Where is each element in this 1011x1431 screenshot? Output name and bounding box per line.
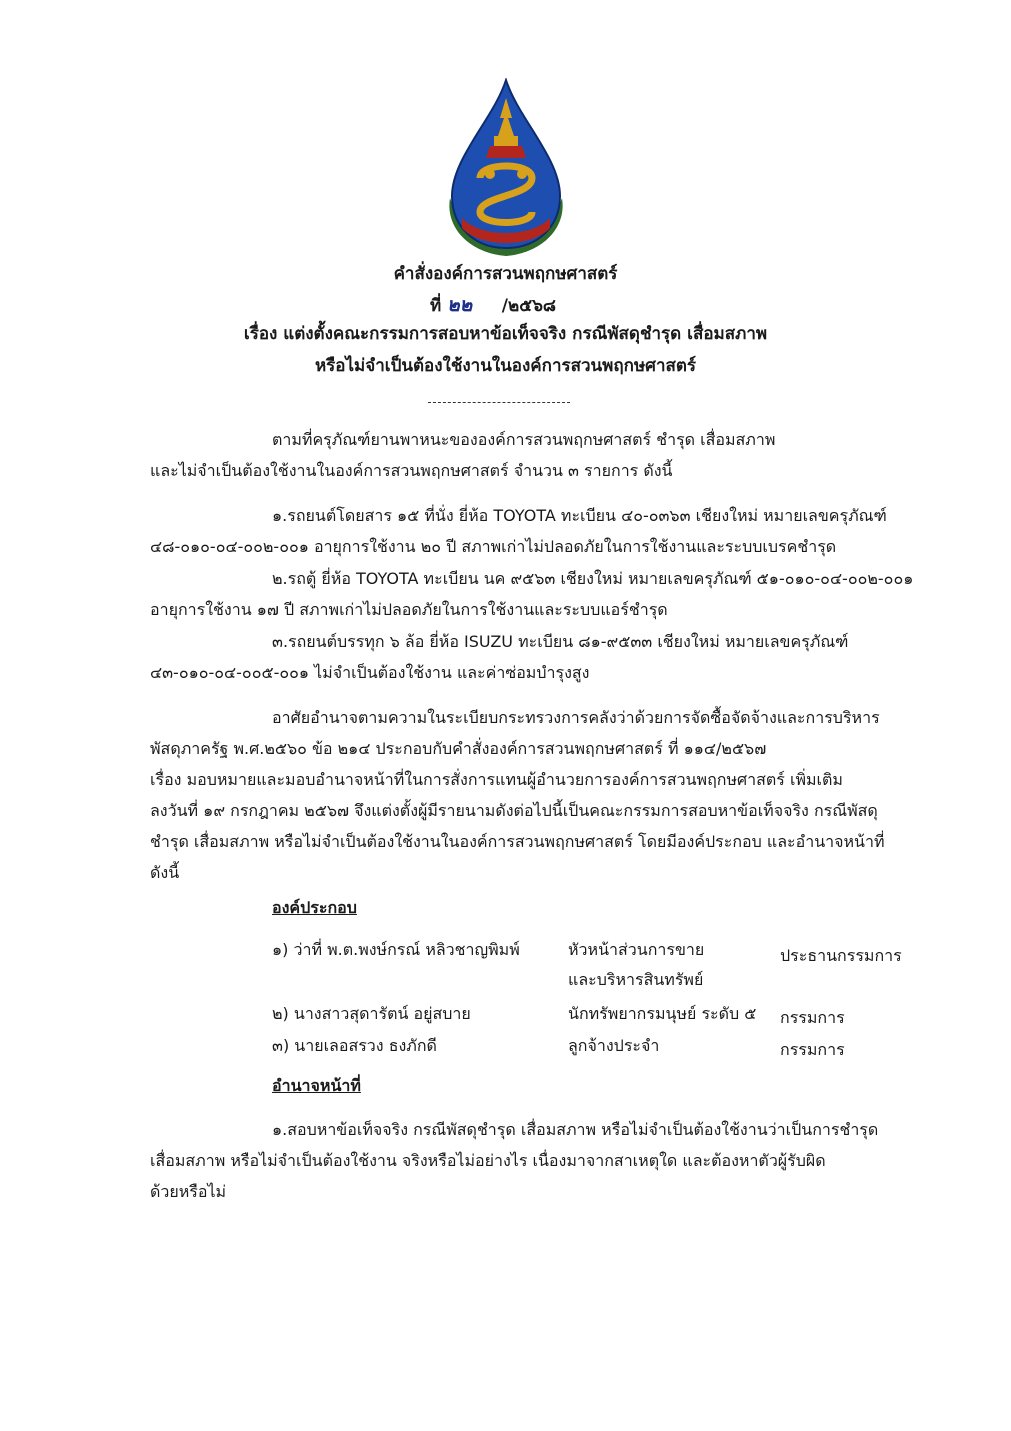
list-item <box>150 563 920 625</box>
authority-paragraph <box>150 702 920 888</box>
member-2-role: กรรมการ <box>780 1008 845 1027</box>
duties-line-3: ด้วยหรือไม่ <box>150 1182 227 1201</box>
duties-paragraph <box>150 1114 920 1207</box>
botanical-garden-emblem <box>440 78 572 258</box>
authority-line-4: ลงวันที่ ๑๙ กรกฎาคม ๒๕๖๗ จึงแต่งตั้งผู้มีรายนามดังต่อไปนี้เป็นคณะกรรมการสอบหาข้อเท็จจริง กรณีพัสดุ <box>150 801 878 820</box>
order-number <box>430 290 630 320</box>
intro-paragraph <box>150 424 920 486</box>
member-2-name: ๒) นางสาวสุดารัตน์ อยู่สบาย <box>272 1004 471 1023</box>
list-item <box>150 500 920 562</box>
authority-line-2: พัสดุภาครัฐ พ.ศ.๒๕๖๐ ข้อ ๒๑๔ ประกอบกับคำสั่งองค์การสวนพฤกษศาสตร์ ที่ ๑๑๔/๒๕๖๗ <box>150 739 767 758</box>
item-3-line-1: ๓.รถยนต์บรรทุก ๖ ล้อ ยี่ห้อ ISUZU ทะเบียน ๘๑-๙๕๓๓ เชียงใหม่ หมายเลขครุภัณฑ์ <box>272 632 849 651</box>
number-handwritten: ๒๒ <box>447 294 473 316</box>
intro-line-2: และไม่จำเป็นต้องใช้งานในองค์การสวนพฤกษศาสตร์ จำนวน ๓ รายการ ดังนี้ <box>150 461 673 480</box>
item-1-line-1: ๑.รถยนต์โดยสาร ๑๕ ที่นั่ง ยี่ห้อ TOYOTA ทะเบียน ๔๐-๐๓๖๓ เชียงใหม่ หมายเลขครุภัณฑ์ <box>272 506 887 525</box>
duties-line-2: เสื่อมสภาพ หรือไม่จำเป็นต้องใช้งาน จริงหรือไม่อย่างไร เนื่องมาจากสาเหตุใด และต้องหาตัวผู้รับผิด <box>150 1151 826 1170</box>
member-2-position: นักทรัพยากรมนุษย์ ระดับ ๕ <box>568 1004 757 1023</box>
composition-heading: องค์ประกอบ <box>272 898 357 917</box>
duties-heading: อำนาจหน้าที่ <box>272 1076 361 1095</box>
subject-line-1: เรื่อง แต่งตั้งคณะกรรมการสอบหาข้อเท็จจริง กรณีพัสดุชำรุด เสื่อมสภาพ <box>243 324 768 344</box>
item-3-line-2: ๔๓-๐๑๐-๐๔-๐๐๕-๐๐๑ ไม่จำเป็นต้องใช้งาน และค่าซ่อมบำรุงสูง <box>150 663 590 682</box>
member-1-name: ๑) ว่าที่ พ.ต.พงษ์กรณ์ หลิวชาญพิมพ์ <box>272 940 520 959</box>
authority-line-3: เรื่อง มอบหมายและมอบอำนาจหน้าที่ในการสั่งการแทนผู้อำนวยการองค์การสวนพฤกษศาสตร์ เพิ่มเติม <box>150 770 843 789</box>
member-1-position-2: และบริหารสินทรัพย์ <box>568 970 704 989</box>
duties-line-1: ๑.สอบหาข้อเท็จจริง กรณีพัสดุชำรุด เสื่อมสภาพ หรือไม่จำเป็นต้องใช้งานว่าเป็นการชำรุด <box>272 1120 879 1139</box>
authority-line-6: ดังนี้ <box>150 863 180 882</box>
item-2-line-2: อายุการใช้งาน ๑๗ ปี สภาพเก่าไม่ปลอดภัยในการใช้งานและระบบแอร์ชำรุด <box>150 600 668 619</box>
member-3-name: ๓) นายเลอสรวง ธงภักดี <box>272 1036 437 1055</box>
member-3-position: ลูกจ้างประจำ <box>568 1036 660 1055</box>
item-2-line-1: ๒.รถตู้ ยี่ห้อ TOYOTA ทะเบียน นค ๙๕๖๓ เชียงใหม่ หมายเลขครุภัณฑ์ ๕๑-๐๑๐-๐๔-๐๐๒-๐๐๑ <box>272 569 914 588</box>
subject-line-2: หรือไม่จำเป็นต้องใช้งานในองค์การสวนพฤกษศาสตร์ <box>314 356 697 376</box>
member-3-role: กรรมการ <box>780 1040 845 1059</box>
divider-line <box>428 402 570 403</box>
member-1-role: ประธานกรรมการ <box>780 946 902 965</box>
authority-line-5: ชำรุด เสื่อมสภาพ หรือไม่จำเป็นต้องใช้งานในองค์การสวนพฤกษศาสตร์ โดยมีองค์ประกอบ และอำนาจหน้าที่ <box>150 832 885 851</box>
order-title: คำสั่งองค์การสวนพฤกษศาสตร์ <box>393 264 618 284</box>
intro-line-1: ตามที่ครุภัณฑ์ยานพาหนะขององค์การสวนพฤกษศาสตร์ ชำรุด เสื่อมสภาพ <box>272 430 776 449</box>
item-1-line-2: ๔๘-๐๑๐-๐๔-๐๐๒-๐๐๑ อายุการใช้งาน ๒๐ ปี สภาพเก่าไม่ปลอดภัยในการใช้งานและระบบเบรคชำรุด <box>150 537 837 556</box>
member-1-position-1: หัวหน้าส่วนการขาย <box>568 940 705 959</box>
list-item <box>150 626 920 688</box>
authority-line-1: อาศัยอำนาจตามความในระเบียบกระทรวงการคลังว่าด้วยการจัดซื้อจัดจ้างและการบริหาร <box>272 708 880 727</box>
number-year: /๒๕๖๘ <box>501 296 556 316</box>
number-prefix: ที่ <box>430 296 442 316</box>
